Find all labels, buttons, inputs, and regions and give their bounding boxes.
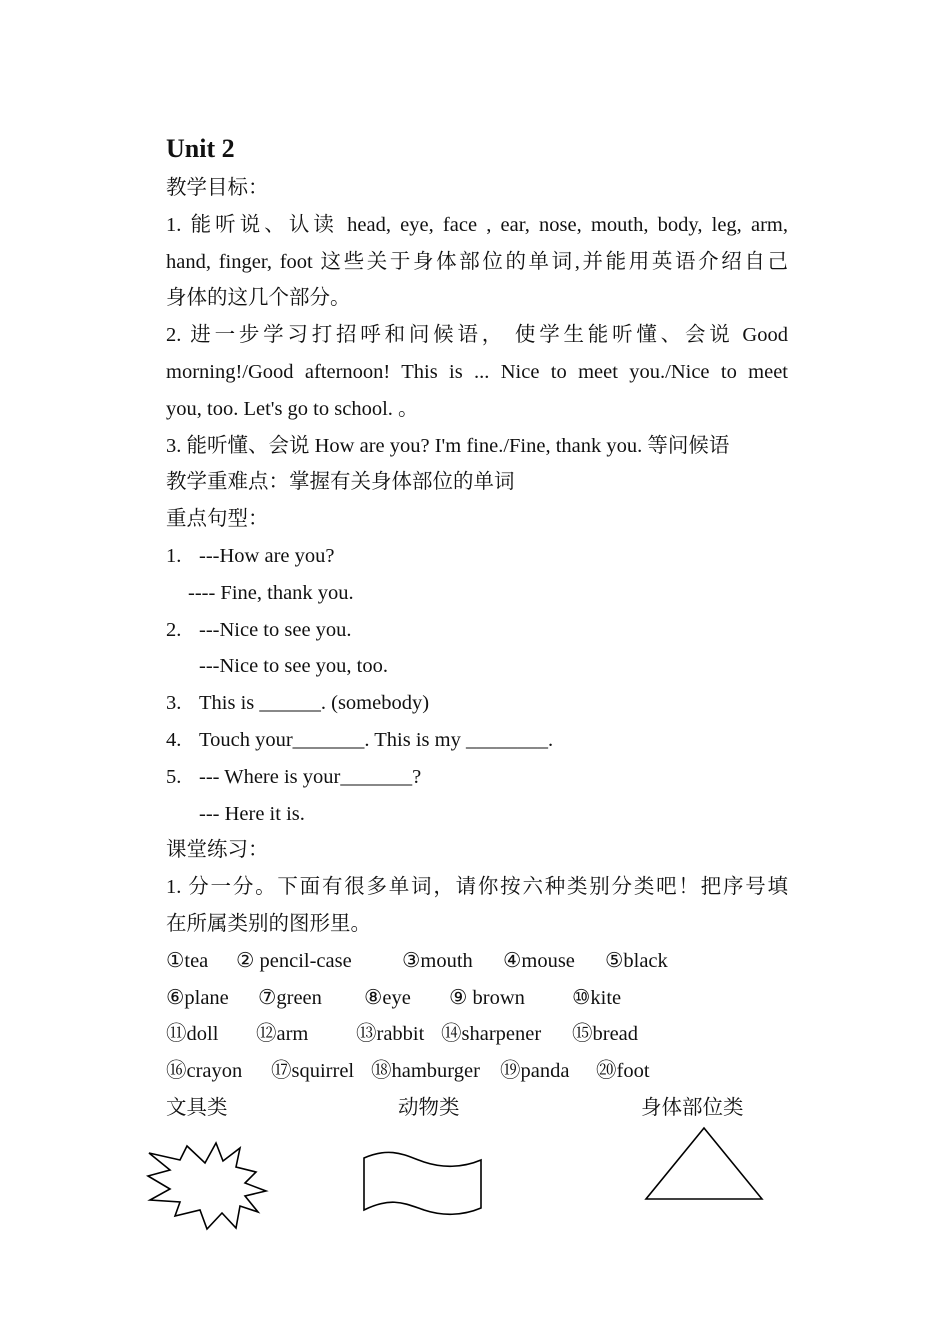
word-item: ⑮bread: [572, 1023, 639, 1046]
word-item: ⑪doll: [166, 1023, 219, 1046]
pattern-5-reply: --- Here it is.: [199, 802, 305, 825]
word-item: ⑱hamburger: [371, 1060, 480, 1083]
pattern-1: [166, 538, 788, 575]
pattern-2: [166, 612, 788, 649]
pattern-number: 2.: [166, 618, 182, 641]
goal-1-line-2: hand, finger, foot 这些关于身体部位的单词,并能用英语介绍自己: [166, 250, 788, 273]
document-page: [166, 128, 788, 1126]
pattern-line: Touch your_______. This is my ________.: [199, 728, 554, 751]
pattern-number: 5.: [166, 765, 182, 788]
patterns-heading: 重点句型：: [166, 508, 269, 531]
word-row-4: [166, 1053, 788, 1090]
practice-heading: 课堂练习：: [166, 839, 269, 862]
category-labels: [166, 1090, 788, 1126]
word-item: ⑤black: [605, 949, 668, 972]
pattern-line: This is ______. (somebody): [199, 692, 430, 715]
word-item: ⑬rabbit: [356, 1023, 425, 1046]
goals-heading: 教学目标：: [166, 177, 269, 199]
goal-3: 3. 能听懂、会说 How are you? I'm fine./Fine, thank you. 等问候语: [166, 434, 730, 457]
word-item: ④mouse: [503, 949, 575, 972]
word-item: ⑰squirrel: [271, 1060, 355, 1083]
task-1-line-2: 在所属类别的图形里。: [166, 912, 371, 935]
pattern-number: 4.: [166, 728, 182, 751]
pattern-3: [166, 685, 788, 722]
goal-2-line-3: you, too. Let's go to school. 。: [166, 397, 419, 420]
pattern-4: [166, 722, 788, 759]
goal-1-line-3: 身体的这几个部分。: [166, 287, 351, 310]
starburst-shape: [148, 1143, 266, 1229]
task-1-line-1: 1. 分一分。下面有很多单词，请你按六种类别分类吧！把序号填: [166, 876, 788, 899]
word-row-3: [166, 1016, 788, 1053]
goal-2-line-1: 2. 进一步学习打招呼和问候语， 使学生能听懂、会说 Good: [166, 324, 788, 347]
word-item: ⑭sharpener: [441, 1023, 542, 1046]
word-item: ⑯crayon: [166, 1060, 243, 1083]
pattern-5: [166, 759, 788, 796]
word-item: ⑲panda: [500, 1060, 570, 1083]
category-body-parts: 身体部位类: [641, 1096, 744, 1119]
wave-banner-shape: [364, 1152, 481, 1214]
word-row-1: [166, 943, 788, 980]
word-item: ⑧eye: [364, 986, 411, 1009]
pattern-number: 1.: [166, 544, 182, 567]
triangle-shape: [646, 1128, 762, 1199]
unit-title: Unit 2: [166, 134, 235, 163]
goal-2-line-2: morning!/Good afternoon! This is ... Nice to meet you./Nice to meet: [166, 360, 788, 383]
word-item: ② pencil-case: [236, 949, 352, 972]
word-item: ⑦green: [258, 986, 322, 1009]
word-item: ⑳foot: [596, 1060, 650, 1083]
category-animals: 动物类: [398, 1096, 460, 1119]
pattern-line: --- Where is your_______?: [199, 765, 422, 788]
word-item: ⑨ brown: [449, 986, 525, 1009]
word-item: ③mouth: [402, 949, 473, 972]
key-points: 教学重难点：掌握有关身体部位的单词: [166, 471, 515, 494]
word-item: ⑫arm: [256, 1023, 309, 1046]
pattern-line: ---How are you?: [199, 544, 335, 567]
goal-1-line-1: 1. 能听说、认读 head, eye, face , ear, nose, mouth, body, leg, arm,: [166, 213, 788, 236]
word-row-2: [166, 980, 788, 1017]
word-item: ⑥plane: [166, 986, 229, 1009]
pattern-line: ---Nice to see you.: [199, 618, 352, 641]
pattern-1-reply: ---- Fine, thank you.: [188, 581, 354, 604]
pattern-2-reply: ---Nice to see you, too.: [199, 655, 388, 678]
word-item: ①tea: [166, 949, 209, 972]
pattern-number: 3.: [166, 692, 182, 715]
category-stationery: 文具类: [166, 1096, 228, 1119]
word-item: ⑩kite: [572, 986, 622, 1009]
